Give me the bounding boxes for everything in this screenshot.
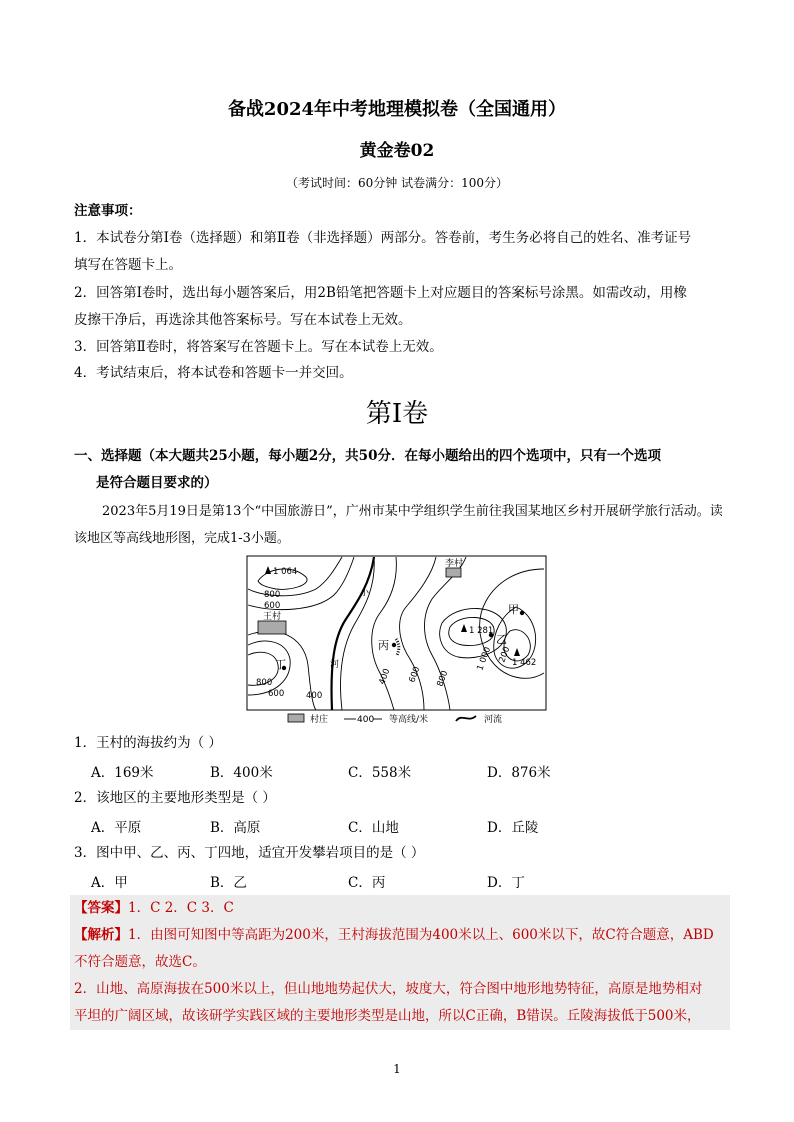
volume-title: 第Ⅰ卷 [365,399,429,429]
legend-village-label: 村庄 [310,715,329,725]
question-3-option-b[interactable]: B．乙 [210,875,247,891]
exam-meta: （考试时间：60分钟 试卷满分：100分） [286,176,508,190]
point-yi-label: 乙 [496,633,507,646]
analysis-1a: 1．由图可知图中等高距为200米，王村海拔范围为400米以上、600米以下，故C符合题意，ABD [128,927,714,943]
paper-subtitle: 黄金卷02 [359,141,435,161]
question-1-option-c[interactable]: C．558米 [348,765,412,781]
question-1-stem: 1．王村的海拔约为（ ） [74,735,222,751]
legend-contour-value: 400 [357,715,375,725]
river-name-xiao: 小 [360,588,370,598]
question-2-option-c[interactable]: C．山地 [348,820,399,836]
note-1a: 1．本试卷分第Ⅰ卷（选择题）和第Ⅱ卷（非选择题）两部分。答卷前，考生务必将自己的姓名、准考证号 [74,230,692,246]
peak-label-1462: 1 462 [512,658,537,668]
contour-value-800a: 800 [264,590,281,600]
peak-label-1064: 1 064 [273,567,298,577]
page-number: 1 [393,1062,401,1076]
question-2-option-d[interactable]: D．丘陵 [487,820,539,836]
question-3-option-a[interactable]: A．甲 [91,875,128,891]
question-2-option-a[interactable]: A．平原 [91,820,142,836]
legend-village-icon [288,714,304,722]
paper-title: 备战2024年中考地理模拟卷（全国通用） [227,99,567,120]
contour-value-600b: 600 [268,689,285,699]
contour-map [246,555,548,725]
contour-value-400b: 400 [377,667,393,687]
point-bing-dot [392,643,396,647]
analysis-label: 【解析】 [74,927,128,943]
analysis-1b: 不符合题意，故选C。 [74,954,206,970]
contour-value-800c: 800 [435,669,451,689]
question-3-option-d[interactable]: D．丁 [487,875,525,891]
point-jia-label: 甲 [508,603,519,616]
note-4: 4．考试结束后，将本试卷和答题卡一并交回。 [74,365,353,381]
village-wang-marker [258,621,286,634]
question-2-stem: 2．该地区的主要地形类型是（ ） [74,790,276,806]
contour-value-400a: 400 [306,691,323,701]
contour-value-200: 200 [497,645,513,665]
answer-label: 【答案】 [74,900,128,916]
village-li-label: 李村 [445,559,464,569]
contour-value-800b: 800 [256,678,273,688]
analysis-line-1 [70,922,730,949]
answer-line [70,895,730,922]
contour-value-600a: 600 [264,601,281,611]
intro-paragraph: 2023年5月19日是第13个“中国旅游日”，广州市某中学组织学生前往我国某地区乡村开展研学旅行活动。读该地区等高线地形图，完成1-3小题。 [74,504,723,546]
note-2a: 2．回答第Ⅰ卷时，选出每小题答案后，用2B铅笔把答题卡上对应题目的答案标号涂黑。如需改动，用橡 [74,285,687,301]
question-2-option-b[interactable]: B．高原 [210,820,261,836]
answer-text: 1．C 2．C 3．C [128,900,234,916]
question-3-option-c[interactable]: C．丙 [348,875,386,891]
point-bing-label: 丙 [378,639,389,652]
analysis-2a: 2．山地、高原海拔在500米以上，但山地地势起伏大，坡度大，符合图中地形地势特征，高原是地势相对 [74,981,703,997]
point-jia-dot [520,611,524,615]
note-1b: 填写在答题卡上。 [74,257,182,273]
analysis-2b: 平坦的广阔区域，故该研学实践区域的主要地形类型是山地，所以C正确，B错误。丘陵海拔低于500米， [74,1008,701,1024]
legend-contour-label: 等高线/米 [389,715,429,725]
note-3: 3．回答第Ⅱ卷时，将答案写在答题卡上。写在本试卷上无效。 [74,339,443,355]
question-3-stem: 3．图中甲、乙、丙、丁四地，适宜开发攀岩项目的是（ ） [74,845,425,861]
notes-heading: 注意事项： [74,203,142,219]
answer-block [70,895,730,1030]
section-line-1: 一、选择题（本大题共25小题，每小题2分，共50分．在每小题给出的四个选项中，只有一个选项 [74,448,661,464]
section-line-2: 是符合题目要求的） [96,475,218,491]
legend-river-label: 河流 [484,715,503,725]
contour-value-1000: 1 000 [475,645,494,673]
river-name-he: 河 [330,660,340,670]
question-1-option-d[interactable]: D．876米 [487,765,551,781]
section-heading [74,443,729,497]
point-ding-label: 丁 [275,658,286,671]
legend-river-icon [456,716,476,721]
peak-label-1281: 1 281 [469,626,494,636]
village-li-marker [446,568,461,577]
question-1-option-a[interactable]: A．169米 [91,765,154,781]
village-wang-label: 王村 [263,612,282,622]
question-1-option-b[interactable]: B．400米 [210,765,273,781]
contour-value-600c: 600 [407,665,423,685]
map-legend [288,713,502,725]
note-2b: 皮擦干净后，再选涂其他答案标号。写在本试卷上无效。 [74,312,412,328]
